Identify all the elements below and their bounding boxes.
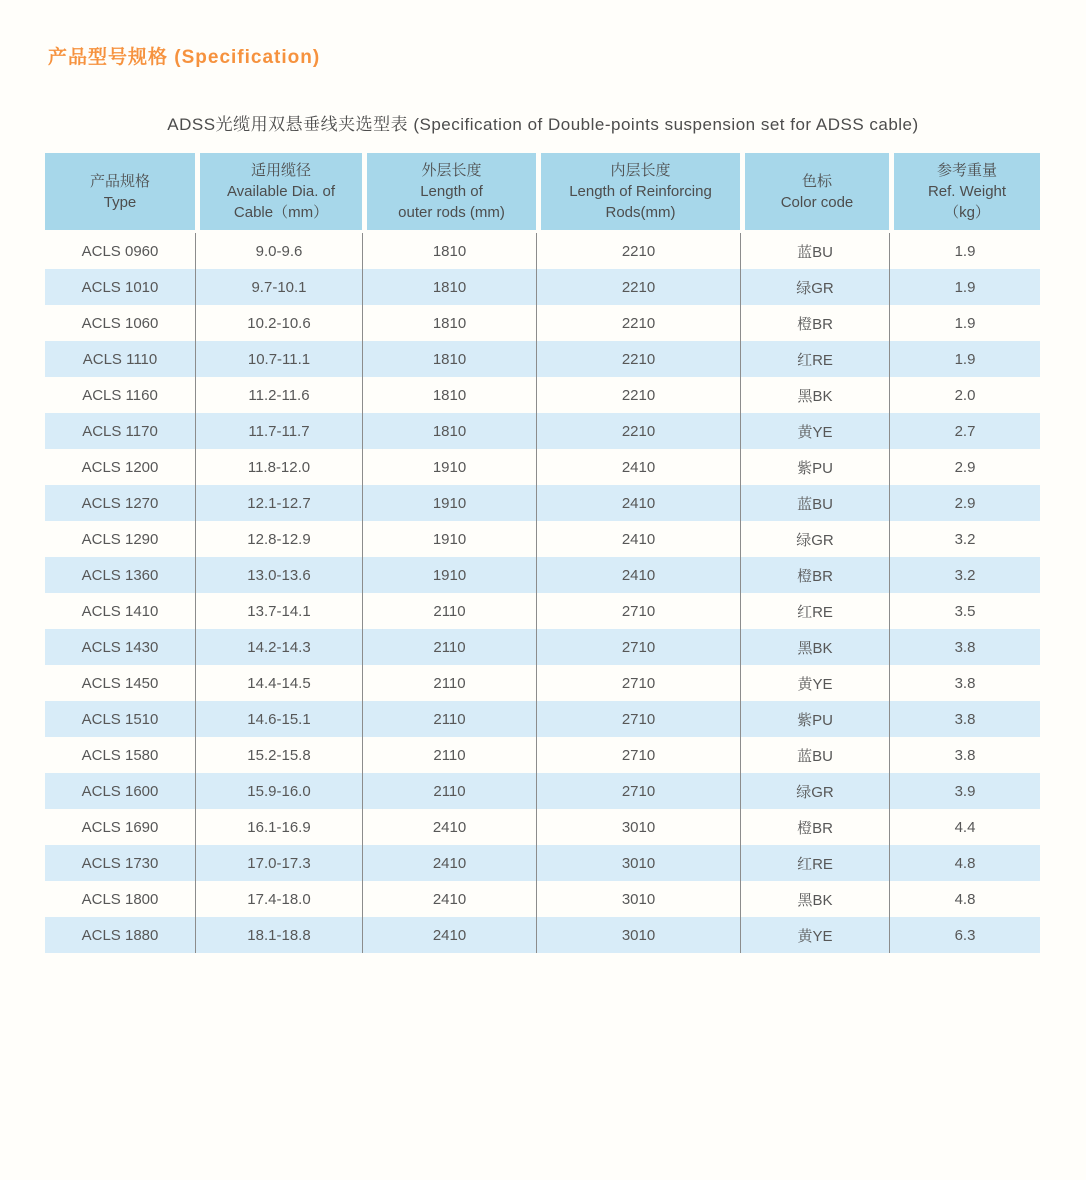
cell-reinforcing-rods: 3010 [536, 845, 740, 881]
table-row [45, 665, 1040, 701]
cell-outer-rods: 1910 [362, 557, 536, 593]
cell-color-code: 橙BR [740, 809, 889, 845]
cell-cable-dia: 9.0-9.6 [195, 233, 362, 269]
cell-type: ACLS 0960 [45, 233, 195, 269]
cell-outer-rods: 1810 [362, 413, 536, 449]
table-body [45, 233, 1040, 953]
cell-outer-rods: 1910 [362, 449, 536, 485]
cell-reinforcing-rods: 2710 [536, 593, 740, 629]
cell-type: ACLS 1730 [45, 845, 195, 881]
cell-reinforcing-rods: 3010 [536, 881, 740, 917]
column-header-color-code [740, 153, 889, 233]
cell-ref-weight: 2.0 [889, 377, 1040, 413]
column-header-line: Rods(mm) [605, 204, 676, 221]
table-row [45, 521, 1040, 557]
cell-ref-weight: 4.8 [889, 845, 1040, 881]
cell-type: ACLS 1450 [45, 665, 195, 701]
column-header-line: Color code [780, 193, 854, 211]
cell-color-code: 蓝BU [740, 737, 889, 773]
table-row [45, 485, 1040, 521]
cell-type: ACLS 1600 [45, 773, 195, 809]
cell-color-code: 红RE [740, 845, 889, 881]
cell-color-code: 黄YE [740, 665, 889, 701]
cell-type: ACLS 1170 [45, 413, 195, 449]
cell-type: ACLS 1360 [45, 557, 195, 593]
column-header-line: 外层长度 [421, 162, 482, 179]
cell-type: ACLS 1160 [45, 377, 195, 413]
cell-cable-dia: 10.2-10.6 [195, 305, 362, 341]
cell-outer-rods: 2110 [362, 629, 536, 665]
table-row [45, 593, 1040, 629]
cell-cable-dia: 10.7-11.1 [195, 341, 362, 377]
cell-reinforcing-rods: 2710 [536, 665, 740, 701]
cell-ref-weight: 3.8 [889, 629, 1040, 665]
cell-type: ACLS 1800 [45, 881, 195, 917]
cell-cable-dia: 12.8-12.9 [195, 521, 362, 557]
cell-ref-weight: 6.3 [889, 917, 1040, 953]
cell-color-code: 红RE [740, 341, 889, 377]
spec-table [45, 153, 1040, 953]
cell-outer-rods: 2110 [362, 773, 536, 809]
cell-ref-weight: 3.8 [889, 737, 1040, 773]
column-header-line: Cable（mm） [233, 204, 329, 221]
table-row [45, 305, 1040, 341]
cell-reinforcing-rods: 2210 [536, 413, 740, 449]
column-header-line: 产品规格 [89, 172, 150, 190]
column-header-line: 色标 [801, 172, 832, 190]
cell-color-code: 绿GR [740, 773, 889, 809]
cell-reinforcing-rods: 2410 [536, 449, 740, 485]
table-row [45, 233, 1040, 269]
cell-cable-dia: 11.8-12.0 [195, 449, 362, 485]
table-row [45, 449, 1040, 485]
cell-type: ACLS 1270 [45, 485, 195, 521]
cell-outer-rods: 2110 [362, 593, 536, 629]
cell-ref-weight: 2.7 [889, 413, 1040, 449]
cell-ref-weight: 3.5 [889, 593, 1040, 629]
cell-reinforcing-rods: 2410 [536, 557, 740, 593]
cell-outer-rods: 1810 [362, 233, 536, 269]
cell-outer-rods: 2110 [362, 737, 536, 773]
column-header-cable-dia [195, 153, 362, 233]
cell-type: ACLS 1010 [45, 269, 195, 305]
cell-cable-dia: 11.7-11.7 [195, 413, 362, 449]
cell-ref-weight: 1.9 [889, 341, 1040, 377]
cell-reinforcing-rods: 2210 [536, 341, 740, 377]
cell-reinforcing-rods: 2710 [536, 773, 740, 809]
column-header-line: 内层长度 [610, 162, 671, 179]
column-header-line: （kg） [944, 204, 990, 221]
cell-cable-dia: 16.1-16.9 [195, 809, 362, 845]
page-title: 产品型号规格 (Specification) [48, 47, 321, 68]
cell-reinforcing-rods: 3010 [536, 809, 740, 845]
cell-color-code: 黑BK [740, 377, 889, 413]
cell-color-code: 黄YE [740, 917, 889, 953]
cell-ref-weight: 4.4 [889, 809, 1040, 845]
table-row [45, 341, 1040, 377]
cell-outer-rods: 2110 [362, 701, 536, 737]
cell-ref-weight: 1.9 [889, 233, 1040, 269]
table-row [45, 377, 1040, 413]
cell-outer-rods: 2410 [362, 845, 536, 881]
cell-reinforcing-rods: 2210 [536, 377, 740, 413]
cell-type: ACLS 1060 [45, 305, 195, 341]
column-header-line: 参考重量 [936, 162, 997, 179]
cell-ref-weight: 2.9 [889, 449, 1040, 485]
table-row [45, 557, 1040, 593]
cell-type: ACLS 1290 [45, 521, 195, 557]
cell-type: ACLS 1110 [45, 341, 195, 377]
cell-cable-dia: 15.2-15.8 [195, 737, 362, 773]
table-header [45, 153, 1040, 233]
cell-type: ACLS 1200 [45, 449, 195, 485]
table-row [45, 845, 1040, 881]
cell-color-code: 绿GR [740, 521, 889, 557]
cell-color-code: 黄YE [740, 413, 889, 449]
column-header-ref-weight [889, 153, 1040, 233]
cell-ref-weight: 4.8 [889, 881, 1040, 917]
cell-cable-dia: 9.7-10.1 [195, 269, 362, 305]
cell-type: ACLS 1430 [45, 629, 195, 665]
cell-cable-dia: 14.4-14.5 [195, 665, 362, 701]
column-header-outer-rods [362, 153, 536, 233]
cell-reinforcing-rods: 2210 [536, 269, 740, 305]
table-row [45, 701, 1040, 737]
cell-color-code: 红RE [740, 593, 889, 629]
cell-ref-weight: 1.9 [889, 269, 1040, 305]
cell-type: ACLS 1880 [45, 917, 195, 953]
column-header-line: Length of [420, 183, 483, 200]
cell-outer-rods: 1810 [362, 341, 536, 377]
cell-cable-dia: 14.2-14.3 [195, 629, 362, 665]
column-header-line: Available Dia. of [226, 183, 336, 200]
cell-ref-weight: 3.9 [889, 773, 1040, 809]
cell-outer-rods: 2410 [362, 881, 536, 917]
cell-reinforcing-rods: 2710 [536, 701, 740, 737]
cell-reinforcing-rods: 2710 [536, 737, 740, 773]
cell-cable-dia: 17.0-17.3 [195, 845, 362, 881]
column-header-line: Type [103, 193, 137, 211]
cell-color-code: 蓝BU [740, 233, 889, 269]
cell-outer-rods: 1810 [362, 269, 536, 305]
cell-cable-dia: 13.7-14.1 [195, 593, 362, 629]
cell-cable-dia: 11.2-11.6 [195, 377, 362, 413]
column-header-reinforcing-rods [536, 153, 740, 233]
cell-cable-dia: 15.9-16.0 [195, 773, 362, 809]
cell-reinforcing-rods: 3010 [536, 917, 740, 953]
cell-reinforcing-rods: 2210 [536, 305, 740, 341]
table-row [45, 881, 1040, 917]
cell-ref-weight: 3.2 [889, 557, 1040, 593]
cell-ref-weight: 3.2 [889, 521, 1040, 557]
cell-color-code: 紫PU [740, 701, 889, 737]
cell-outer-rods: 2410 [362, 809, 536, 845]
cell-color-code: 绿GR [740, 269, 889, 305]
cell-color-code: 紫PU [740, 449, 889, 485]
table-row [45, 737, 1040, 773]
cell-color-code: 橙BR [740, 305, 889, 341]
cell-outer-rods: 2410 [362, 917, 536, 953]
table-header-row [45, 153, 1040, 233]
table-row [45, 629, 1040, 665]
cell-type: ACLS 1410 [45, 593, 195, 629]
cell-ref-weight: 1.9 [889, 305, 1040, 341]
cell-outer-rods: 2110 [362, 665, 536, 701]
cell-ref-weight: 2.9 [889, 485, 1040, 521]
table-row [45, 269, 1040, 305]
table-caption: ADSS光缆用双悬垂线夹选型表 (Specification of Double-points suspension set for ADSS cable) [167, 115, 919, 134]
table-row [45, 413, 1040, 449]
cell-cable-dia: 14.6-15.1 [195, 701, 362, 737]
table-row [45, 809, 1040, 845]
cell-ref-weight: 3.8 [889, 665, 1040, 701]
cell-cable-dia: 12.1-12.7 [195, 485, 362, 521]
cell-ref-weight: 3.8 [889, 701, 1040, 737]
column-header-line: Ref. Weight [927, 183, 1007, 200]
cell-type: ACLS 1510 [45, 701, 195, 737]
column-header-line: outer rods (mm) [398, 204, 505, 221]
cell-color-code: 蓝BU [740, 485, 889, 521]
table-row [45, 917, 1040, 953]
cell-cable-dia: 18.1-18.8 [195, 917, 362, 953]
cell-reinforcing-rods: 2210 [536, 233, 740, 269]
column-header-line: 适用缆径 [250, 162, 311, 179]
cell-type: ACLS 1690 [45, 809, 195, 845]
cell-reinforcing-rods: 2410 [536, 485, 740, 521]
cell-outer-rods: 1910 [362, 521, 536, 557]
cell-outer-rods: 1910 [362, 485, 536, 521]
cell-color-code: 黑BK [740, 881, 889, 917]
cell-cable-dia: 13.0-13.6 [195, 557, 362, 593]
cell-color-code: 黑BK [740, 629, 889, 665]
cell-outer-rods: 1810 [362, 377, 536, 413]
cell-cable-dia: 17.4-18.0 [195, 881, 362, 917]
cell-color-code: 橙BR [740, 557, 889, 593]
cell-reinforcing-rods: 2410 [536, 521, 740, 557]
cell-type: ACLS 1580 [45, 737, 195, 773]
table-row [45, 773, 1040, 809]
cell-reinforcing-rods: 2710 [536, 629, 740, 665]
column-header-line: Length of Reinforcing [569, 183, 712, 200]
column-header-type [45, 153, 195, 233]
cell-outer-rods: 1810 [362, 305, 536, 341]
